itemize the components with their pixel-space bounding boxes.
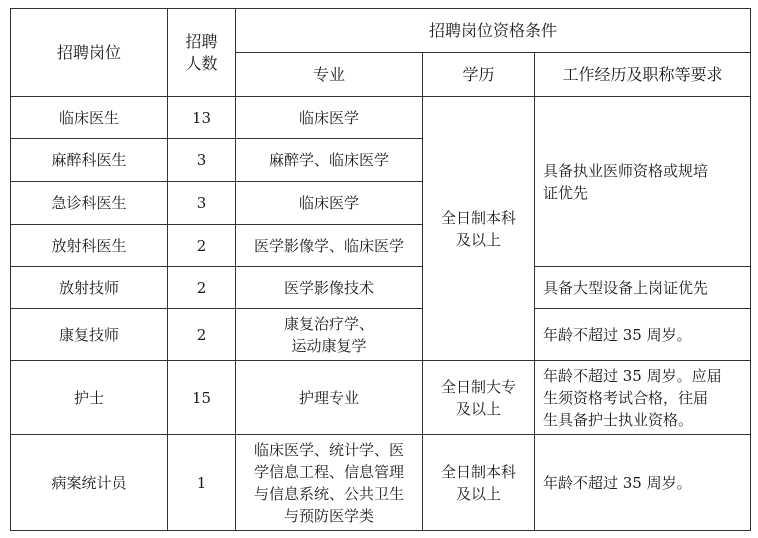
cell-major: 临床医学 — [236, 182, 423, 225]
cell-count: 1 — [168, 435, 236, 531]
cell-position: 麻醉科医生 — [11, 139, 168, 182]
cell-experience-age: 年龄不超过 35 周岁。 — [535, 309, 751, 361]
header-qualifications: 招聘岗位资格条件 — [236, 9, 751, 53]
cell-major: 医学影像技术 — [236, 267, 423, 309]
cell-count: 15 — [168, 361, 236, 435]
cell-major: 麻醉学、临床医学 — [236, 139, 423, 182]
cell-education-undergrad: 全日制本科 及以上 — [423, 435, 535, 531]
cell-experience-license: 具备执业医师资格或规培 证优先 — [535, 97, 751, 267]
cell-position: 护士 — [11, 361, 168, 435]
cell-experience-equipment: 具备大型设备上岗证优先 — [535, 267, 751, 309]
header-count: 招聘 人数 — [168, 9, 236, 97]
cell-position: 康复技师 — [11, 309, 168, 361]
cell-count: 3 — [168, 182, 236, 225]
cell-major: 康复治疗学、 运动康复学 — [236, 309, 423, 361]
header-position: 招聘岗位 — [11, 9, 168, 97]
cell-count: 13 — [168, 97, 236, 139]
cell-experience-age: 年龄不超过 35 周岁。 — [535, 435, 751, 531]
cell-position: 放射技师 — [11, 267, 168, 309]
table-row — [11, 267, 751, 309]
cell-count: 2 — [168, 267, 236, 309]
table-row — [11, 97, 751, 139]
cell-experience-nurse: 年龄不超过 35 周岁。应届 生须资格考试合格，往届 生具备护士执业资格。 — [535, 361, 751, 435]
cell-count: 2 — [168, 309, 236, 361]
header-education: 学历 — [423, 53, 535, 97]
cell-position: 放射科医生 — [11, 225, 168, 267]
cell-position: 急诊科医生 — [11, 182, 168, 225]
cell-position: 病案统计员 — [11, 435, 168, 531]
cell-major: 临床医学 — [236, 97, 423, 139]
table-row — [11, 435, 751, 531]
cell-education-undergrad: 全日制本科 及以上 — [423, 97, 535, 361]
table-row — [11, 309, 751, 361]
cell-major: 医学影像学、临床医学 — [236, 225, 423, 267]
cell-education-college: 全日制大专 及以上 — [423, 361, 535, 435]
header-experience: 工作经历及职称等要求 — [535, 53, 751, 97]
cell-position: 临床医生 — [11, 97, 168, 139]
header-major: 专业 — [236, 53, 423, 97]
recruitment-table — [10, 8, 751, 531]
cell-major: 临床医学、统计学、医 学信息工程、信息管理 与信息系统、公共卫生 与预防医学类 — [236, 435, 423, 531]
cell-major: 护理专业 — [236, 361, 423, 435]
cell-count: 2 — [168, 225, 236, 267]
table-row — [11, 361, 751, 435]
cell-count: 3 — [168, 139, 236, 182]
